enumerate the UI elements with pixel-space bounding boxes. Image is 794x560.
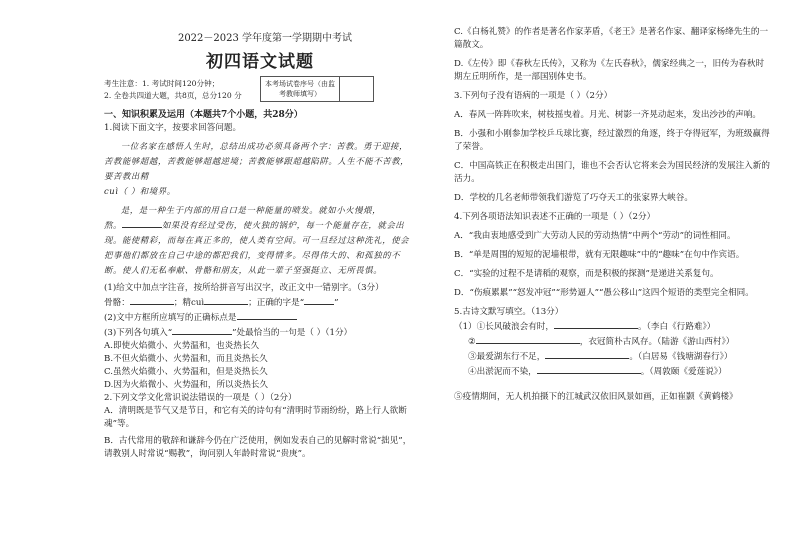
q1-1-close-quote: ” [334, 298, 339, 308]
q1-title: 1.阅读下面文字，按要求回答问题。 [104, 123, 242, 133]
passage-paragraph-3 [104, 218, 416, 278]
q4-option-a[interactable]: A．“我由衷地感受到广大劳动人民的劳动热情”中两个“劳动”的词性相同。 [454, 231, 736, 241]
exam-info-row [104, 76, 416, 106]
q5-3-pre: ③最爱湖东行不足， [468, 352, 546, 362]
q1-2 [104, 310, 416, 325]
q5-4-blank[interactable] [537, 364, 641, 374]
passage-paragraph-1-end: cuì（ ）和境界。 [104, 186, 176, 196]
passage-word-ao: 熬。 [104, 220, 122, 230]
q5-4 [454, 364, 770, 379]
q1-1-gege-label: 骨骼： [104, 298, 130, 308]
q1-3-option-a[interactable]: A.即使火焰微小、火势温和，也炎热长久 [104, 341, 260, 351]
q1-1-correct-blank[interactable] [304, 295, 334, 305]
q5-4-pre: ④出淤泥而不染， [468, 367, 537, 377]
q1-3-text-post: ”处最恰当的一句是（ ）（1分） [232, 328, 353, 338]
q1-1-gege-blank[interactable] [130, 295, 174, 305]
passage-paragraph-2: 是，是一种生于内部的用自口是一种能量的喷发。就如小火慢煨， [120, 205, 382, 215]
q1-2-blank[interactable] [237, 310, 297, 320]
right-column [454, 26, 770, 404]
q1-3-option-d[interactable]: D.因为火焰微小、火势温和，所以炎热长久 [104, 380, 269, 390]
q4-option-b[interactable]: B．“单是周围的短短的泥墙根带，就有无限趣味”中的“趣味”在句中作宾语。 [454, 250, 745, 260]
q5-3 [454, 349, 770, 364]
passage-box-blank[interactable] [122, 218, 162, 228]
exam-title: 2022－2023 学年度第一学期期中考试 [177, 33, 353, 44]
q5-1 [454, 319, 770, 334]
q3-option-b[interactable]: B．小强和小刚参加学校乒乓球比赛，经过激烈的角逐，终于夺得冠军，为班级赢得了荣誉。 [454, 129, 770, 152]
seat-number-label-box: 本考场试卷序号（由监考教师填写） [260, 76, 340, 102]
q1-3-option-c[interactable]: C.虽然火焰微小、火势温和，但是炎热长久 [104, 367, 268, 377]
left-column [104, 26, 416, 461]
q2: 2.下列文学文化常识说法错误的一项是（ ）（2分） [104, 393, 297, 403]
q1-2-text: (2)文中方框所应填写的正确标点是 [104, 313, 237, 323]
q1-1-correct-label: 正确的字是“ [256, 298, 305, 308]
q2-option-d[interactable]: D.《左传》即《春秋左氏传》，又称为《左氏春秋》，儒家经典之一，旧传为春秋时期左丘明所作，是一部国别体史书。 [454, 59, 765, 82]
q1-1-answers: 骨骼： ；精cuì ；正确的字是“ ” [104, 295, 416, 310]
q5: 5.古诗文默写填空。（13分） [454, 307, 564, 317]
q5-2-pre: ② [468, 337, 476, 347]
q1-3-blank[interactable] [172, 325, 232, 335]
q5-1-post: 。（李白《行路难》） [638, 322, 716, 332]
q5-1-pre: （1）①长风破浪会有时， [454, 322, 554, 332]
subject-title: 初四语文试题 [206, 52, 314, 72]
q5-2-post: ，衣冠简朴古风存。（陆游《游山西村》） [579, 337, 735, 347]
q4-option-c[interactable]: C．“实验的过程不是请稻的观察，而是积极的探测”是递进关系复句。 [454, 269, 719, 279]
q5-3-post: 。（白居易《钱塘湖春行》） [629, 352, 733, 362]
q1-3-text-pre: (3)下列各句填入“ [104, 328, 173, 338]
q2-option-b[interactable]: B．古代常用的敬辞和谦辞今仍在广泛使用，例如发表自己的见解时常说“拙见”，请教别人时常说“赐教”，询问别人年龄时常说“贵庚”。 [104, 436, 412, 459]
q5-1-blank[interactable] [554, 319, 638, 329]
passage-paragraph-3-text: 如果没有经过受伤，使火独的锅炉，每一个能量存在，就会出现。能使精彩，而每在真正多的，使人类有空间。可一旦经过这种洗礼，使会把事他们都放在自己中途的都把我们，变得情多。尽得伟大的、和孤独的不断。使人们无私奉献、骨骼和朋友，从此一辈子坚强挺立、无所畏惧。 [104, 220, 410, 275]
section-1-heading: 一、知识积累及运用（本题共7个小题，共28分） [104, 110, 303, 120]
q4-option-d[interactable]: D．“伤痕累累”“怒发冲冠”“形势逼人”“愚公移山”这四个短语的类型完全相同。 [454, 288, 754, 298]
q5-4-post: 。（周敦颐《爱莲说》） [640, 367, 727, 377]
q5-2-blank[interactable] [476, 334, 580, 344]
q1-1: (1)给文中加点字注音，按所给拼音写出汉字，改正文中一错别字。（3分） [104, 283, 384, 293]
exam-note-2: 2. 全卷共四道大题，共8页，总分120 分 [104, 91, 242, 100]
q3-option-c[interactable]: C．中国高铁正在积极走出国门，谁也不会否认它将来会为国民经济的发展注入新的活力。 [454, 161, 770, 184]
q5-5: ⑤疫情期间，无人机拍摄下的江城武汉依旧风景如画，正如崔颢《黄鹤楼》 [454, 392, 738, 402]
exam-notes [104, 78, 264, 102]
q5-3-blank[interactable] [545, 349, 629, 359]
q1-1-cui-blank[interactable] [204, 295, 248, 305]
q5-2 [454, 334, 770, 349]
q2-option-c[interactable]: C.《白杨礼赞》的作者是著名作家茅盾，《老王》是著名作家、翻译家杨绛先生的一篇散文。 [454, 27, 769, 50]
q1-3-option-b[interactable]: B.不但火焰微小、火势温和，而且炎热长久 [104, 354, 268, 364]
q4: 4.下列各项语法知识表述不正确的一项是（ ）（2分） [454, 212, 656, 222]
q1-3 [104, 325, 416, 340]
seat-number-input-box[interactable] [340, 76, 374, 102]
q3-option-d[interactable]: D．学校的几名老师带领我们游览了巧夺天工的张家界大峡谷。 [454, 193, 693, 203]
q3-option-a[interactable]: A．春风一阵阵吹来，树枝摇曳着。月光、树影一齐晃动起来，发出沙沙的声响。 [454, 110, 761, 120]
q2-option-a[interactable]: A．清明既是节气又是节日，和它有关的诗句有“清明时节雨纷纷，路上行人欲断魂”等。 [104, 406, 407, 429]
q1-1-cui-label: 精cuì [182, 298, 205, 308]
q3: 3.下列句子没有语病的一项是（ ）（2分） [454, 91, 613, 101]
passage-paragraph-1: 一位名家在感悟人生时，总结出成功必须具备两个字：苦教。勇于迎接，苦教能够超越，苦教能够超越逆境；苦教能够跟超越陷阱。人生不能不苦教，要苦教出精 [104, 141, 410, 181]
exam-note-1: 考生注意：1. 考试时间120分钟； [104, 79, 220, 88]
